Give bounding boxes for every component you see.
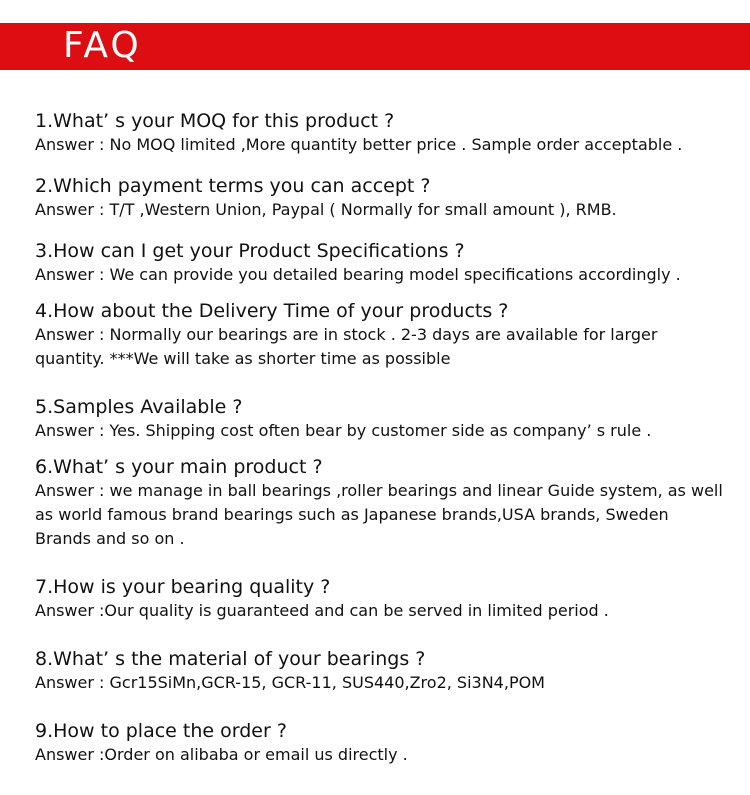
faq-answer: Answer : we manage in ball bearings ,roller bearings and linear Guide system, as well as world famous brand bearings such as Japanese brands,USA brands, Sweden Brands and so on . <box>35 481 723 548</box>
faq-item-6 <box>35 455 740 551</box>
faq-question: 1.What’ s your MOQ for this product ? <box>35 110 395 132</box>
faq-question: 4.How about the Delivery Time of your products ? <box>35 300 509 322</box>
faq-item-5 <box>35 395 740 443</box>
faq-question: 6.What’ s your main product ? <box>35 456 323 478</box>
faq-question: 9.How to place the order ? <box>35 720 287 742</box>
faq-item-2 <box>35 174 740 222</box>
faq-answer: Answer : Yes. Shipping cost often bear by customer side as company’ s rule . <box>35 421 652 440</box>
faq-question: 3.How can I get your Product Specifications ? <box>35 240 465 262</box>
faq-answer: Answer :Our quality is guaranteed and can be served in limited period . <box>35 601 609 620</box>
faq-question: 2.Which payment terms you can accept ? <box>35 175 431 197</box>
faq-banner <box>0 23 750 70</box>
faq-item-9 <box>35 719 740 767</box>
faq-answer: Answer : Normally our bearings are in stock . 2-3 days are available for larger quantity. ***We will take as shorter time as possible <box>35 325 658 368</box>
faq-question: 5.Samples Available ? <box>35 396 243 418</box>
faq-item-7 <box>35 575 740 623</box>
faq-item-8 <box>35 647 740 695</box>
page-title: FAQ <box>63 25 142 66</box>
faq-question: 7.How is your bearing quality ? <box>35 576 331 598</box>
faq-item-1 <box>35 109 740 157</box>
faq-answer: Answer : Gcr15SiMn,GCR-15, GCR-11, SUS440,Zro2, Si3N4,POM <box>35 673 545 692</box>
faq-answer: Answer : No MOQ limited ,More quantity better price . Sample order acceptable . <box>35 135 683 154</box>
faq-item-3 <box>35 239 740 287</box>
faq-answer: Answer : T/T ,Western Union, Paypal ( Normally for small amount ), RMB. <box>35 200 617 219</box>
faq-item-4 <box>35 299 740 371</box>
faq-answer: Answer :Order on alibaba or email us directly . <box>35 745 408 764</box>
faq-answer: Answer : We can provide you detailed bearing model specifications accordingly . <box>35 265 681 284</box>
faq-question: 8.What’ s the material of your bearings ? <box>35 648 426 670</box>
